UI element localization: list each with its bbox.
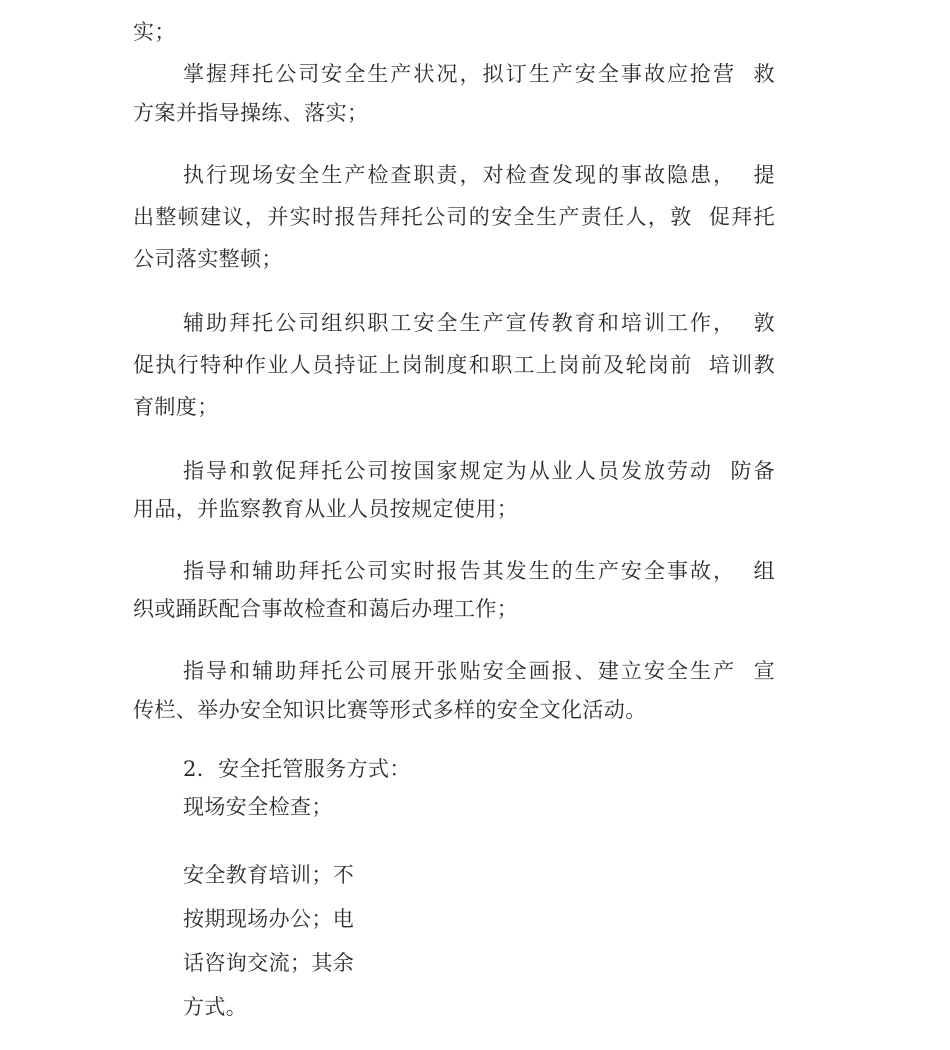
- section-heading: 2．安全托管服务方式：: [183, 757, 411, 781]
- text-line: 实；: [133, 20, 176, 44]
- text-line: 织或踊跃配合事故检查和蔼后办理工作；: [133, 597, 519, 621]
- text-line: 传栏、举办安全知识比赛等形式多样的安全文化活动。: [133, 698, 647, 722]
- text-line: 按期现场办公；电: [183, 907, 355, 931]
- text-line: 公司落实整顿；: [133, 247, 283, 271]
- text-line: 话咨询交流；其余: [183, 951, 355, 975]
- text-line: 执行现场安全生产检查职责，对检查发现的事故隐患， 提: [183, 163, 775, 187]
- text-line: 育制度；: [133, 395, 219, 419]
- text-line: 方式。: [183, 995, 248, 1019]
- text-line: 现场安全检查；: [183, 795, 333, 819]
- text-line: 掌握拜托公司安全生产状况，拟订生产安全事故应抢营 救: [183, 62, 775, 86]
- text-line: 用品，并监察教育从业人员按规定使用；: [133, 497, 519, 521]
- text-line: 方案并指导操练、落实；: [133, 101, 369, 125]
- text-line: 指导和辅助拜托公司实时报告其发生的生产安全事故， 组: [183, 559, 775, 583]
- text-line: 安全教育培训；不: [183, 863, 355, 887]
- text-line: 指导和辅助拜托公司展开张贴安全画报、建立安全生产 宣: [183, 659, 775, 683]
- text-line: 促执行特种作业人员持证上岗制度和职工上岗前及轮岗前 培训教: [133, 353, 775, 377]
- text-line: 辅助拜托公司组织职工安全生产宣传教育和培训工作， 敦: [183, 311, 775, 335]
- text-line: 出整顿建议，并实时报告拜托公司的安全生产责任人，敦 促拜托: [133, 205, 775, 229]
- text-line: 指导和敦促拜托公司按国家规定为从业人员发放劳动 防备: [183, 459, 775, 483]
